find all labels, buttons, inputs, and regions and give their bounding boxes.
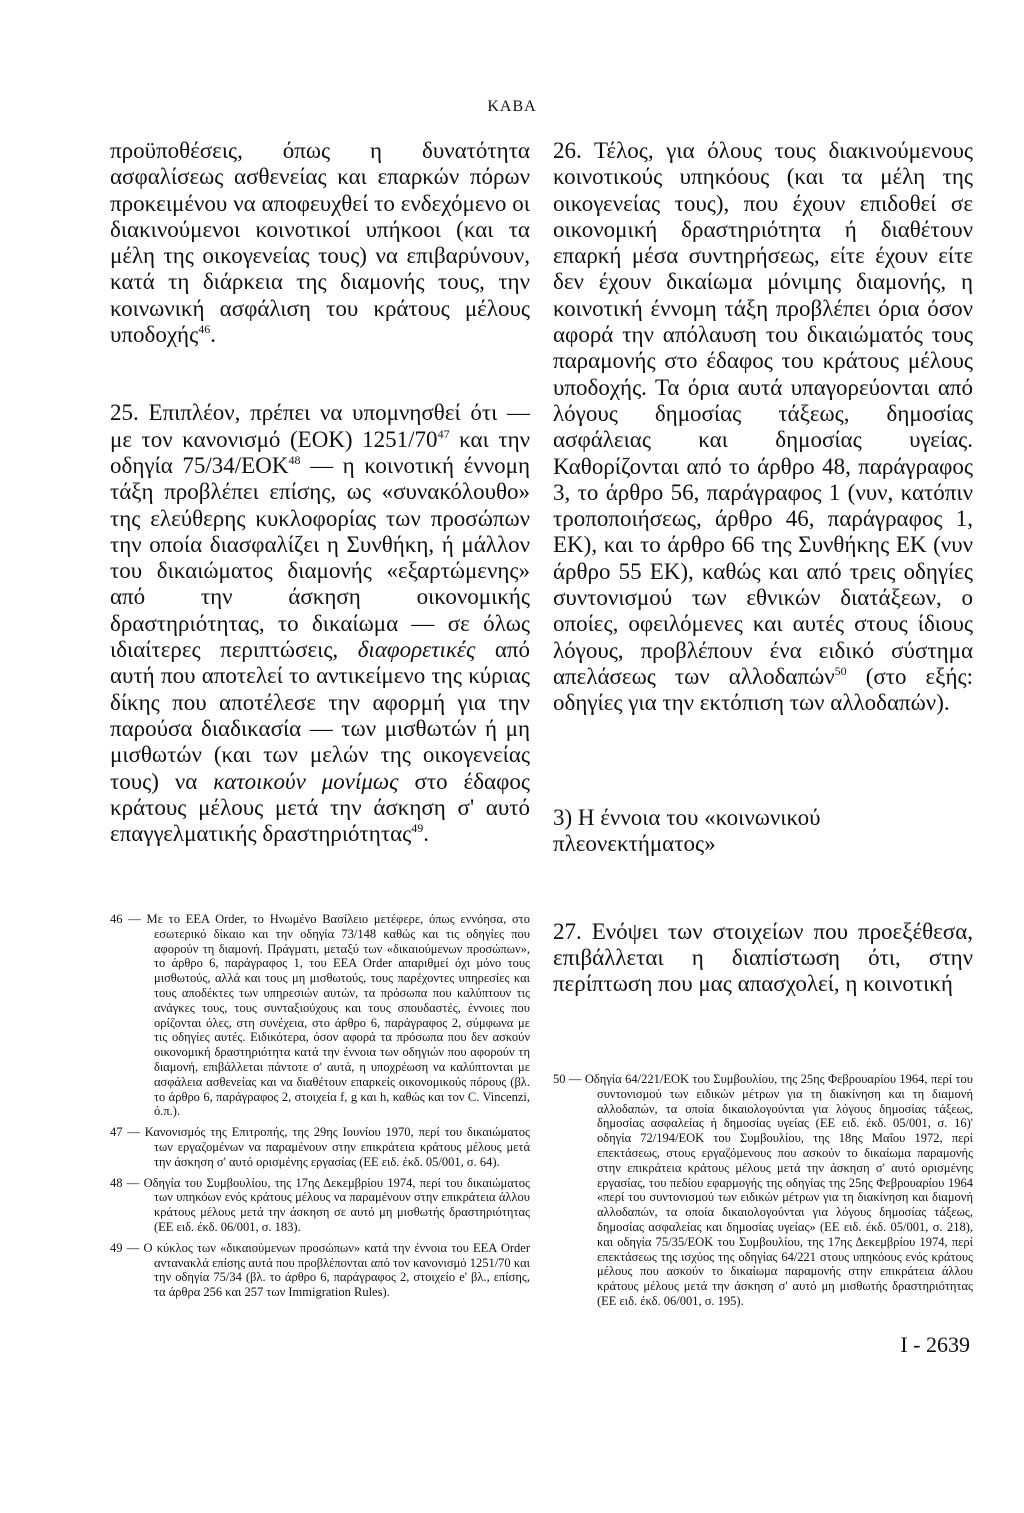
paragraph-25: 25. Επιπλέον, πρέπει να υπομνησθεί ότι — με τον κανονισμό (ΕΟΚ) $1251/70^{47}$ και την οδηγία 75/34/ΕΟΚ$^{48}$ — η κοινοτική έννομη τάξη προβλέπει επίσης, ως «συνακόλουθο» της ελεύθερης κυκλοφορίας των προσώπων την οποία διασφαλίζει η Συνθήκη, ή μάλλον του δικαιώματος διαμονής «εξαρτώμενης» από την άσκηση οικονομικής δραστηριότητας, το δικαίωμα — σε όλως ιδιαίτερες περιπτώσεις, διαφορετικές από αυτή που αποτελεί το αντικείμενο της κύριας δίκης που αποτέλεσε την αφορμή για την παρούσα διαδικασία — των μισθωτών ή μη μισθωτών (και των μελών της οικογενείας τους) να κατοικούν μονίμως στο έδαφος κράτους μέλους μετά την άσκηση σ' αυτό επαγγελματικής δραστηριότητας$^{49}$. — [110, 400, 531, 847]
footnote-ref-47[interactable]: 47 — [437, 426, 450, 441]
right-column — [553, 138, 973, 997]
footnote-46: 46 — Με το EEA Order, το Ηνωμένο Βασίλειο μετέφερε, όπως εννόησα, στο εσωτερικό δίκαιο και την οδηγία 73/148 καθώς και τις οδηγίες που αφορούν τη διαμονή. Πράγματι, μεταξύ των «δικαιούμενων προσώπων», το άρθρο 6, παράγραφος 1, του EEA Order απαριθμεί όχι μόνο τους μισθωτούς, αλλά και τους μη μισθωτούς, τους παρέχοντες υπηρεσίες και τους αποδέκτες των υπηρεσιών αυτών, τα πρόσωπα που καλύπτουν τις ανάγκες τους, τους συνταξιούχους και τους σπουδαστές, έννοιες που ορίζονται όλες, στη συνέχεια, στο άρθρο 6, παράγραφος 2, σύμφωνα με τις οδηγίες αυτές. Ειδικότερα, όσον αφορά τα πρόσωπα που δεν ασκούν οικονομική δραστηριότητα κατά την έννοια των οδηγιών που αφορούν τη διαμονή, επιβάλλεται πάντοτε σ' αυτά, η υποχρέωση να καλύπτονται με ασφάλεια ασθενείας και να διαθέτουν επαρκείς οικονομικούς πόρους (βλ. το άρθρο 6, παράγραφος 2, στοιχεία f, g και h, καθώς και τον C. Vincenzi, ό.π.). — [110, 912, 531, 1119]
paragraph-continuation: προϋποθέσεις, όπως η δυνατότητα ασφαλίσεως ασθενείας και επαρκών πόρων προκειμένου να αποφευχθεί το ενδεχόμενο οι διακινούμενοι κοινοτικοί υπήκοοι (και τα μέλη της οικογενείας τους) να επιβαρύνουν, κατά τη διάρκεια της διαμονής τους, την κοινωνική ασφάλιση του κράτους μέλους υποδοχής$^{46}$. — [110, 138, 530, 348]
footnotes-right — [553, 1072, 973, 1315]
footnotes-left — [110, 912, 530, 1306]
footnote-47: 47 — Κανονισμός της Επιτροπής, της 29ης Ιουνίου 1970, περί του δικαιώματος των εργαζομένων να παραμένουν στην επικράτεια κράτους μέλους μετά την άσκηση σ' αυτό ορισμένης εργασίας (ΕΕ ειδ. έκδ. 05/001, σ. 64). — [110, 1125, 531, 1169]
paragraph-26: 26. Τέλος, για όλους τους διακινούμενους κοινοτικούς υπηκόους (και τα μέλη της οικογενείας τους), που έχουν επιδοθεί σε οικονομική δραστηριότητα ή διαθέτουν επαρκή μέσα συντηρήσεως, είτε έχουν είτε δεν έχουν δικαίωμα μόνιμης διαμονής, η κοινοτική έννομη τάξη προβλέπει όρια όσον αφορά την απόλαυση του δικαιώματός τους παραμονής στο έδαφος του κράτους μέλους υποδοχής. Τα όρια αυτά υπαγορεύονται από λόγους δημοσίας τάξεως, δημοσίας ασφάλειας και δημοσίας υγείας. Καθορίζονται από το άρθρο 48, παράγραφος 3, το άρθρο 56, παράγραφος 1 (νυν, κατόπιν τροποποιήσεως, άρθρο 46, παράγραφος 1, ΕΚ), και το άρθρο 66 της Συνθήκης ΕΚ (νυν άρθρο 55 ΕΚ), καθώς και από τρεις οδηγίες συντονισμού των εθνικών διατάξεων, ο οποίες, οφειλόμενες και αυτές στους ίδιους λόγους, προβλέπουν ένα ειδικό σύστημα απελάσεως των αλλοδαπών$^{50}$ (στο εξής: οδηγίες για την εκτόπιση των αλλοδαπών). — [553, 138, 973, 716]
footnote-ref-50[interactable]: 50 — [834, 663, 847, 678]
footnote-ref-46[interactable]: 46 — [198, 322, 211, 337]
paragraph-27: 27. Ενόψει των στοιχείων που προεξέθεσα, επιβάλλεται η διαπίστωση ότι, στην περίπτωση που μας απασχολεί, η κοινοτική — [553, 918, 973, 997]
footnote-49: 49 — Ο κύκλος των «δικαιούμενων προσώπων» κατά την έννοια του EEA Order αντανακλά επίσης αυτά που προβλέπονται από τον κανονισμό 1251/70 και την οδηγία 75/34 (βλ. το άρθρο 6, παράγραφος 2, στοιχείο e' βλ., επίσης, τα άρθρα 256 και 257 των Immigration Rules). — [110, 1240, 531, 1300]
footnote-50: 50 — Οδηγία 64/221/ΕΟΚ του Συμβουλίου, της 25ης Φεβρουαρίου 1964, περί του συντονισμού των ειδικών μέτρων για τη διακίνηση και τη διαμονή αλλοδαπών, τα οποία δικαιολογούνται για λόγους δημοσίας τάξεως, δημοσίας ασφαλείας ή δημοσίας υγείας (ΕΕ ειδ. έκδ. 05/001, σ. 16)' οδηγία 72/194/ΕΟΚ του Συμβουλίου, της 18ης Μαΐου 1972, περί επεκτάσεως, στους εργαζόμενους που ασκούν το δικαίωμα παραμονής στην επικράτεια κράτους μέλους μετά την άσκηση σ' αυτό ορισμένης εργασίας, του πεδίου εφαρμογής της οδηγίας της 25ης Φεβρουαρίου 1964 «περί του συντονισμού των ειδικών μέτρων για τη διακίνηση και διαμονή αλλοδαπών, τα οποία δικαιολογούνται για λόγους δημοσίας τάξεως, δημοσίας ασφαλείας και δημοσίας υγείας» (ΕΕ ειδ. έκδ. 05/001, σ. 218), και οδηγία 75/35/ΕΟΚ του Συμβουλίου, της 17ης Δεκεμβρίου 1974, περί επεκτάσεως της ισχύος της οδηγίας 64/221 στους υπηκόους ενός κράτους μέλους που ασκούν το δικαίωμα παραμονής στην επικράτεια άλλου κράτους μέλους μετά την άσκηση σ' αυτό μη μισθωτής δραστηριότητας (ΕΕ ειδ. έκδ. 06/001, σ. 195). — [553, 1072, 973, 1308]
running-head: ΚΑΒΑ — [487, 98, 537, 115]
page-number: I - 2639 — [900, 1332, 970, 1357]
left-column — [110, 138, 530, 847]
footnote-ref-48[interactable]: 48 — [288, 452, 301, 467]
footnote-48: 48 — Οδηγία του Συμβουλίου, της 17ης Δεκεμβρίου 1974, περί του δικαιώματος των υπηκόων ενός κράτους μέλους να παραμένουν στην επικράτεια άλλου κράτους μέλους μετά την άσκηση σε αυτό μη μισθωτής δραστηριότητας (ΕΕ ειδ. έκδ. 06/001, σ. 183). — [110, 1175, 530, 1234]
section-heading-3: 3) Η έννοια του «κοινωνικού πλεονεκτήματος» — [553, 804, 821, 856]
footnote-ref-49[interactable]: 49 — [411, 821, 424, 836]
